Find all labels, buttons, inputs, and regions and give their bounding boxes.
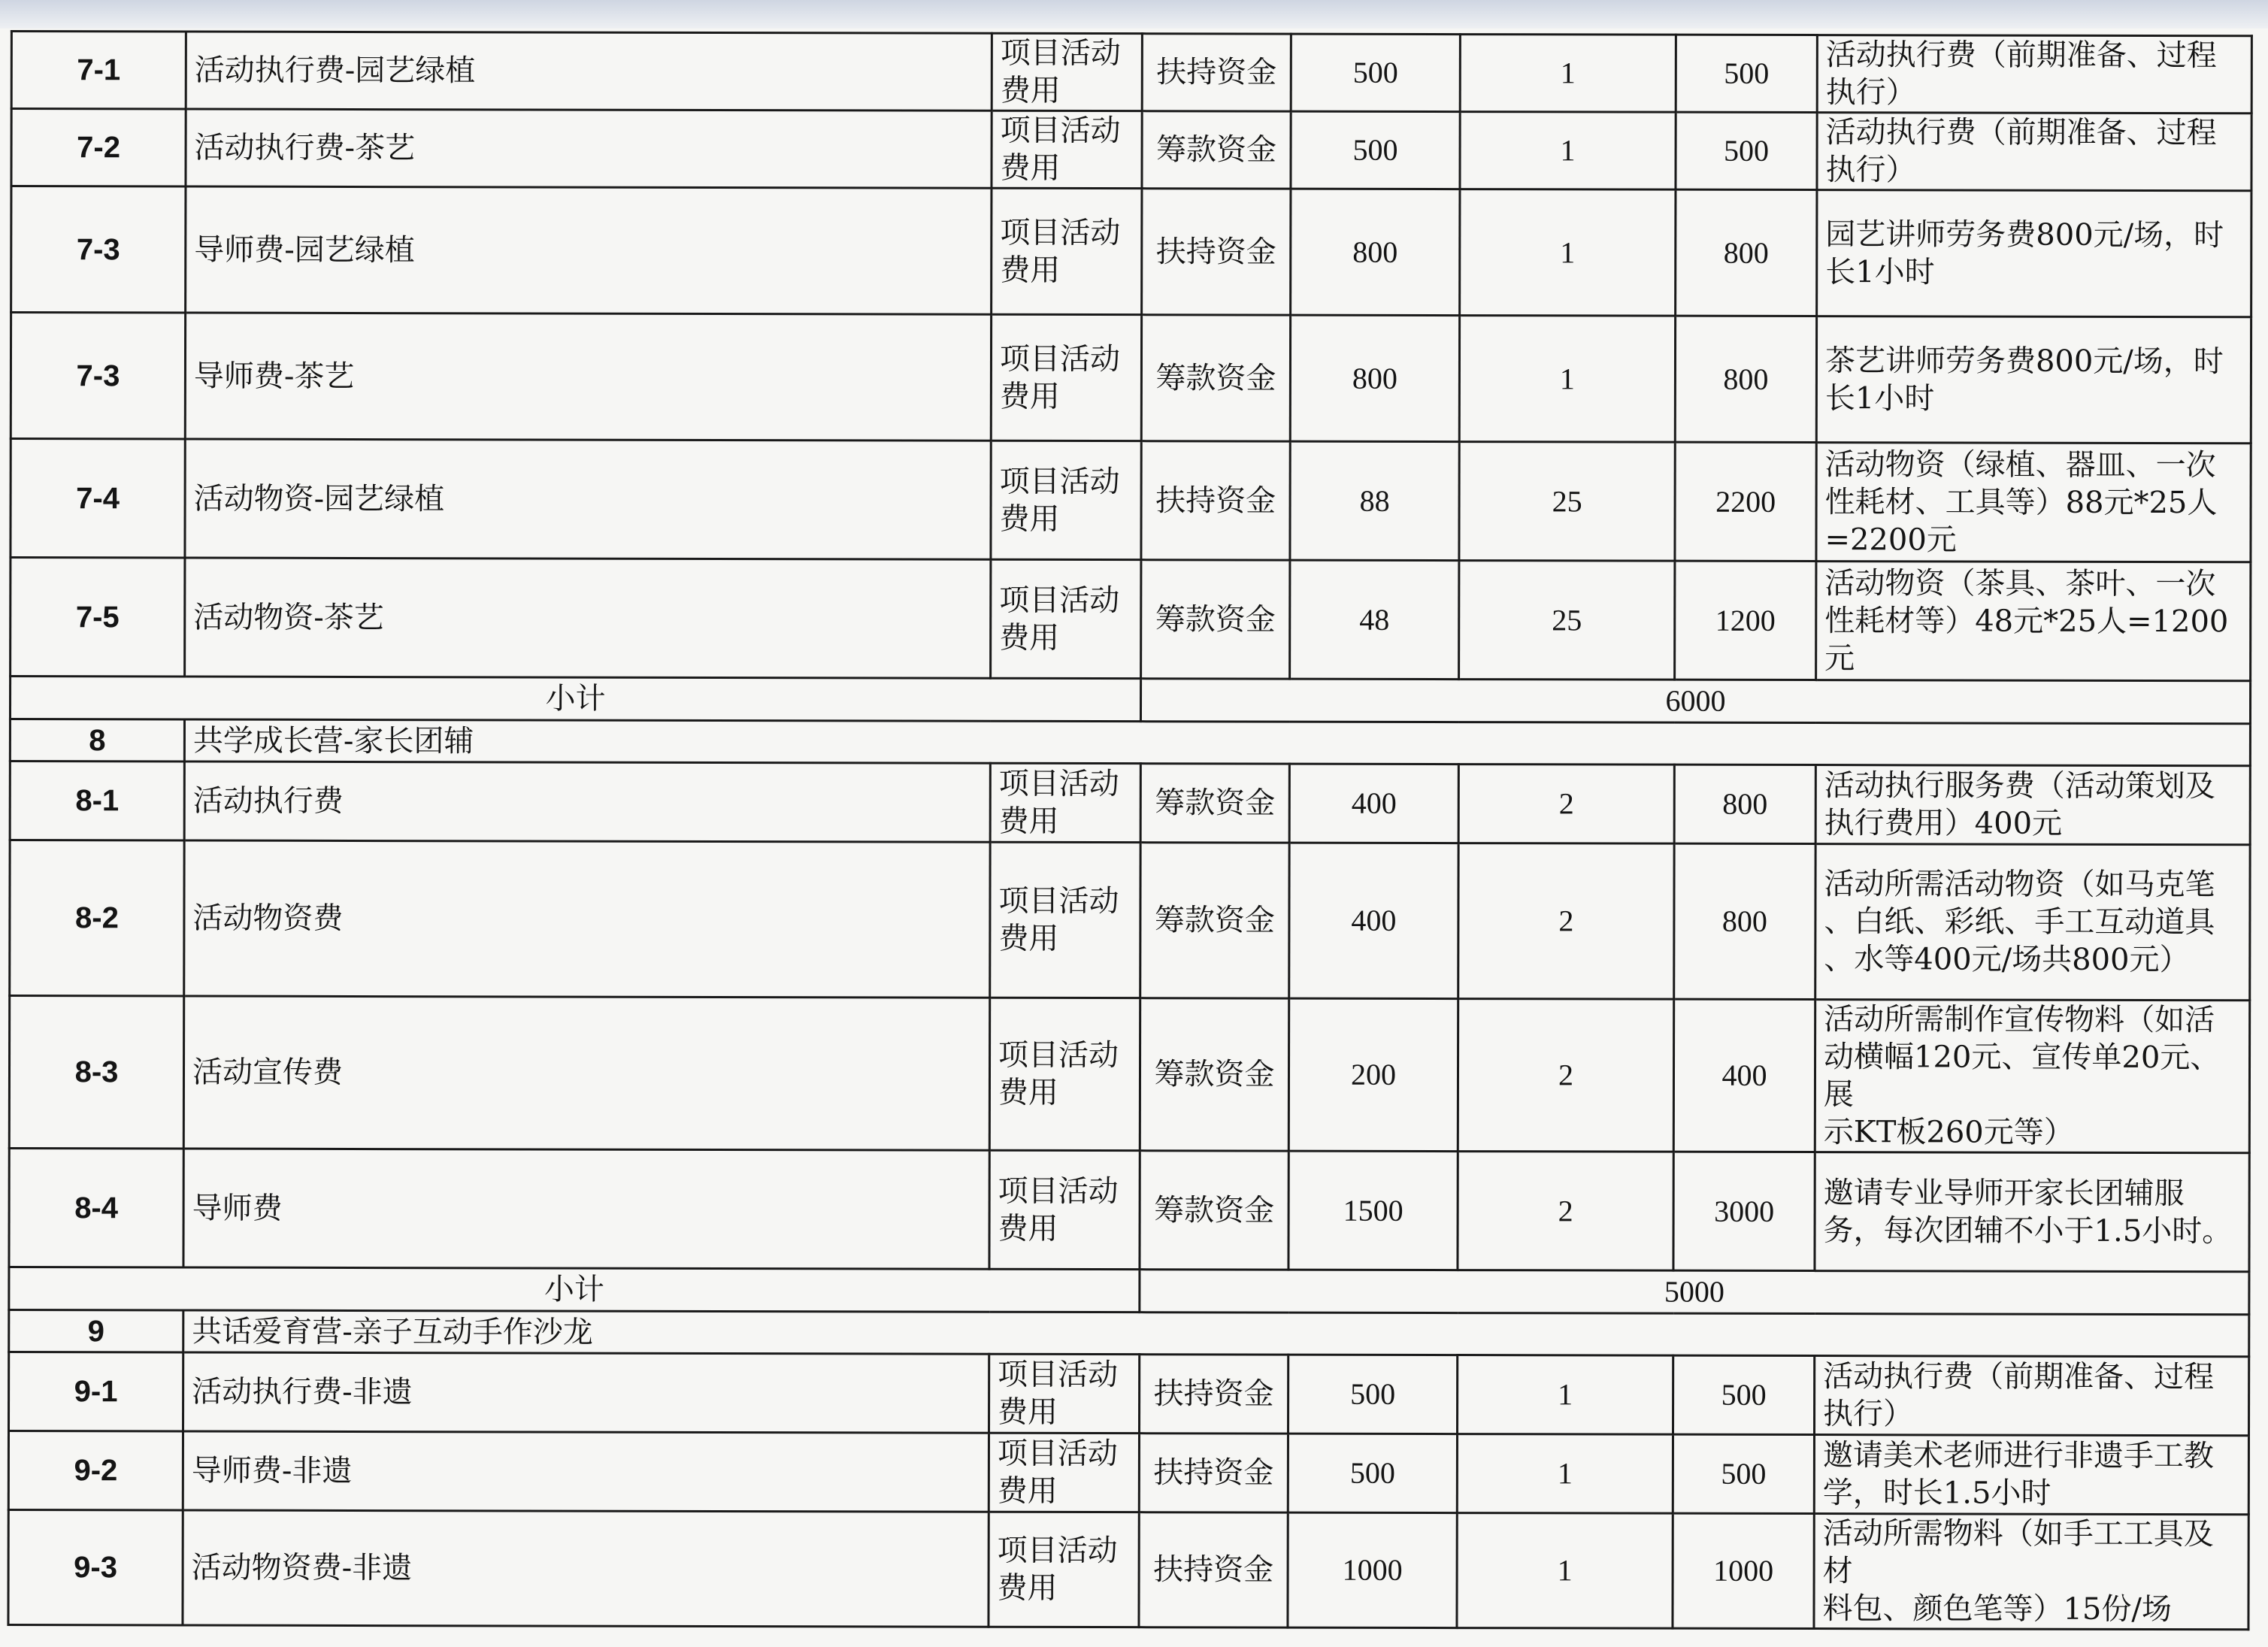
fund-source: 筹款资金 <box>1140 843 1289 998</box>
item-name: 导师费-茶艺 <box>185 313 991 441</box>
fund-source: 筹款资金 <box>1141 315 1290 441</box>
text-line: 项目活动 <box>998 1037 1119 1073</box>
item-name: 活动执行费-非遗 <box>183 1352 989 1433</box>
unit-price: 200 <box>1288 998 1458 1151</box>
cost-category <box>991 441 1141 559</box>
fund-source: 扶持资金 <box>1142 34 1291 111</box>
text-line: 茶艺讲师劳务费800元/场，时 <box>1824 343 2224 379</box>
total-amount: 2200 <box>1675 442 1816 561</box>
subtotal-label: 小计 <box>10 677 1140 722</box>
table-row <box>11 313 2251 444</box>
item-note <box>1816 562 2251 681</box>
item-name: 活动物资费 <box>184 840 990 998</box>
item-note <box>1814 1356 2248 1436</box>
fund-source: 扶持资金 <box>1139 1355 1288 1434</box>
total-amount: 800 <box>1674 764 1815 843</box>
text-line: 项目活动 <box>1000 215 1121 250</box>
item-name: 活动宣传费 <box>183 996 989 1150</box>
cost-category <box>992 33 1142 111</box>
total-amount: 500 <box>1676 112 1817 189</box>
total-amount: 3000 <box>1673 1152 1815 1270</box>
text-line: 项目活动 <box>998 1173 1119 1209</box>
text-line: 邀请美术老师进行非遗手工教 <box>1822 1438 2214 1474</box>
text-line: 学，时长1.5小时 <box>1822 1476 2051 1511</box>
text-line: 邀请专业导师开家长团辅服 <box>1823 1175 2185 1211</box>
item-note <box>1815 844 2250 1001</box>
cost-category <box>990 763 1140 842</box>
total-amount: 800 <box>1675 316 1816 442</box>
text-line: 执行） <box>1825 153 1916 188</box>
item-number: 7-2 <box>11 109 186 186</box>
section-header-row <box>10 719 2250 766</box>
item-name: 活动物资-园艺绿植 <box>185 439 991 559</box>
fund-source: 扶持资金 <box>1142 189 1291 315</box>
total-amount: 500 <box>1673 1434 1814 1513</box>
unit-price: 1500 <box>1288 1151 1458 1270</box>
quantity: 1 <box>1460 35 1676 113</box>
fund-source: 扶持资金 <box>1139 1512 1288 1627</box>
item-number: 8-1 <box>10 761 184 840</box>
text-line: 活动执行费（前期准备、过程 <box>1825 115 2217 151</box>
item-number: 8-4 <box>9 1149 183 1267</box>
cost-category <box>989 1512 1139 1627</box>
text-line: 动横幅120元、宣传单20元、展 <box>1823 1040 2221 1113</box>
total-amount: 500 <box>1673 1355 1814 1434</box>
fund-source: 筹款资金 <box>1140 764 1289 843</box>
item-name: 活动执行费 <box>184 761 990 842</box>
unit-price: 1000 <box>1288 1512 1457 1627</box>
text-line: 费用 <box>998 1075 1058 1110</box>
total-amount: 1000 <box>1673 1513 1814 1628</box>
text-line: 务，每次团辅不小于1.5小时。 <box>1823 1213 2233 1249</box>
text-line: 执行） <box>1825 75 1916 111</box>
fund-source: 扶持资金 <box>1141 441 1290 560</box>
budget-table-body <box>8 32 2251 1630</box>
text-line: 活动执行服务费（活动策划及 <box>1824 768 2215 804</box>
item-note <box>1817 113 2251 191</box>
item-note <box>1817 35 2251 114</box>
table-row <box>11 558 2251 681</box>
table-row <box>11 32 2251 114</box>
text-line: 料包、颜色笔等）15份/场 <box>1822 1591 2172 1627</box>
item-number: 8-3 <box>9 996 183 1149</box>
text-line: 活动执行费（前期准备、过程 <box>1823 1359 2215 1395</box>
item-note <box>1817 190 2251 317</box>
text-line: 执行） <box>1823 1397 1914 1432</box>
item-number: 9-3 <box>8 1510 183 1625</box>
table-row <box>8 1510 2248 1630</box>
text-line: 项目活动 <box>999 341 1121 377</box>
table-row <box>11 186 2251 317</box>
item-note <box>1814 1435 2248 1515</box>
cost-category <box>992 188 1142 314</box>
table-row <box>9 1352 2249 1436</box>
subtotal-row <box>10 677 2250 724</box>
text-line: 性耗材、工具等）88元*25人 <box>1824 484 2218 520</box>
quantity: 2 <box>1458 764 1674 844</box>
cost-category <box>989 1150 1140 1269</box>
item-note <box>1814 1514 2248 1630</box>
item-note <box>1815 1000 2249 1153</box>
cost-category <box>989 1354 1139 1433</box>
quantity: 1 <box>1457 1434 1673 1514</box>
section-number: 8 <box>10 719 184 761</box>
table-row <box>9 996 2249 1153</box>
quantity: 1 <box>1459 316 1675 443</box>
quantity: 2 <box>1458 999 1673 1152</box>
text-line: 费用 <box>999 501 1060 537</box>
text-line: 项目活动 <box>998 766 1119 802</box>
section-title: 共学成长营-家长团辅 <box>184 719 2250 766</box>
text-line: 活动所需物料（如手工工具及材 <box>1822 1516 2214 1589</box>
total-amount: 800 <box>1676 189 1817 316</box>
text-line: 活动物资（茶具、茶叶、一次 <box>1824 565 2216 601</box>
item-name: 活动执行费-茶艺 <box>186 109 992 188</box>
text-line: 执行费用）400元 <box>1824 806 2063 841</box>
subtotal-value: 6000 <box>1140 679 2250 724</box>
item-number: 8-2 <box>10 840 184 996</box>
item-note <box>1815 1152 2249 1272</box>
text-line: 项目活动 <box>997 1436 1118 1472</box>
text-line: 长1小时 <box>1825 254 1935 289</box>
item-name: 导师费-园艺绿植 <box>186 186 992 314</box>
item-number: 9-2 <box>8 1431 183 1510</box>
text-line: 园艺讲师劳务费800元/场，时 <box>1825 216 2224 253</box>
text-line: 费用 <box>999 379 1060 414</box>
unit-price: 88 <box>1290 441 1459 560</box>
text-line: 费用 <box>997 1473 1058 1509</box>
item-name: 导师费-非遗 <box>183 1431 989 1512</box>
text-line: 费用 <box>999 620 1060 655</box>
table-row <box>10 761 2250 845</box>
fund-source: 筹款资金 <box>1140 998 1288 1151</box>
fund-source: 筹款资金 <box>1140 1151 1288 1270</box>
unit-price: 48 <box>1290 560 1459 679</box>
item-number: 7-5 <box>11 558 185 677</box>
section-header-row <box>9 1310 2249 1357</box>
unit-price: 400 <box>1289 764 1458 843</box>
text-line: 费用 <box>998 921 1059 956</box>
unit-price: 800 <box>1290 315 1459 441</box>
item-note <box>1816 443 2251 562</box>
cost-category <box>992 111 1142 188</box>
subtotal-value: 5000 <box>1140 1270 2249 1315</box>
quantity: 25 <box>1459 561 1675 680</box>
subtotal-row <box>9 1267 2249 1315</box>
text-line: 项目活动 <box>1000 35 1121 71</box>
text-line: 性耗材等）48元*25人=1200元 <box>1824 603 2229 676</box>
cost-category <box>989 998 1140 1150</box>
budget-table <box>7 30 2252 1630</box>
cost-category <box>990 842 1140 998</box>
item-note <box>1815 765 2250 845</box>
text-line: 活动所需制作宣传物料（如活 <box>1824 1002 2215 1038</box>
item-name: 活动物资-茶艺 <box>185 558 991 678</box>
total-amount: 1200 <box>1675 561 1816 680</box>
text-line: 示KT板260元等） <box>1823 1115 2074 1150</box>
item-number: 7-4 <box>11 439 185 558</box>
table-row <box>10 840 2250 1001</box>
text-line: 费用 <box>1000 73 1061 108</box>
text-line: 费用 <box>1000 253 1061 288</box>
text-line: 费用 <box>998 804 1059 839</box>
text-line: 费用 <box>998 1394 1058 1430</box>
text-line: 长1小时 <box>1824 380 1935 416</box>
fund-source: 筹款资金 <box>1141 560 1290 679</box>
cost-category <box>989 1433 1139 1512</box>
item-name: 导师费 <box>183 1149 989 1269</box>
quantity: 25 <box>1459 442 1675 562</box>
item-number: 9-1 <box>9 1352 183 1431</box>
fund-source: 扶持资金 <box>1139 1434 1288 1512</box>
quantity: 1 <box>1460 189 1676 316</box>
text-line: 项目活动 <box>998 883 1119 919</box>
text-line: 费用 <box>997 1570 1058 1606</box>
subtotal-label: 小计 <box>9 1267 1140 1312</box>
total-amount: 400 <box>1673 999 1815 1152</box>
unit-price: 500 <box>1291 111 1460 189</box>
cost-category <box>991 314 1141 441</box>
text-line: 、水等400元/场共800元） <box>1824 942 2190 978</box>
table-row <box>8 1431 2248 1515</box>
text-line: 项目活动 <box>999 583 1120 618</box>
total-amount: 800 <box>1674 843 1815 999</box>
table-row <box>9 1149 2249 1272</box>
fund-source: 筹款资金 <box>1142 111 1291 189</box>
unit-price: 500 <box>1288 1434 1457 1512</box>
text-line: 活动执行费（前期准备、过程 <box>1825 38 2217 74</box>
cost-category <box>991 559 1141 678</box>
text-line: =2200元 <box>1824 522 1957 557</box>
unit-price: 400 <box>1289 843 1458 998</box>
quantity: 1 <box>1457 1513 1673 1629</box>
text-line: 费用 <box>1000 150 1061 186</box>
item-number: 7-1 <box>11 32 186 109</box>
quantity: 2 <box>1458 843 1674 1000</box>
item-name: 活动执行费-园艺绿植 <box>186 32 992 111</box>
unit-price: 500 <box>1288 1355 1457 1434</box>
table-row <box>11 109 2251 191</box>
quantity: 2 <box>1458 1152 1673 1271</box>
text-line: 项目活动 <box>1000 113 1121 149</box>
total-amount: 500 <box>1676 35 1817 112</box>
text-line: 、白纸、彩纸、手工互动道具 <box>1824 904 2215 940</box>
text-line: 活动物资（绿植、器皿、一次 <box>1824 447 2216 483</box>
item-number: 7-3 <box>11 313 185 439</box>
item-name: 活动物资费-非遗 <box>183 1510 989 1627</box>
section-title: 共话爱育营-亲子互动手作沙龙 <box>183 1310 2249 1357</box>
unit-price: 800 <box>1291 189 1460 315</box>
quantity: 1 <box>1457 1355 1673 1435</box>
item-number: 7-3 <box>11 186 186 313</box>
item-note <box>1816 316 2251 444</box>
text-line: 活动所需活动物资（如马克笔 <box>1824 867 2215 903</box>
table-row <box>11 439 2251 562</box>
text-line: 项目活动 <box>998 1357 1119 1393</box>
unit-price: 500 <box>1291 34 1460 111</box>
text-line: 项目活动 <box>999 464 1120 499</box>
text-line: 项目活动 <box>997 1533 1118 1569</box>
text-line: 费用 <box>998 1211 1058 1246</box>
quantity: 1 <box>1460 112 1676 190</box>
section-number: 9 <box>9 1310 183 1352</box>
